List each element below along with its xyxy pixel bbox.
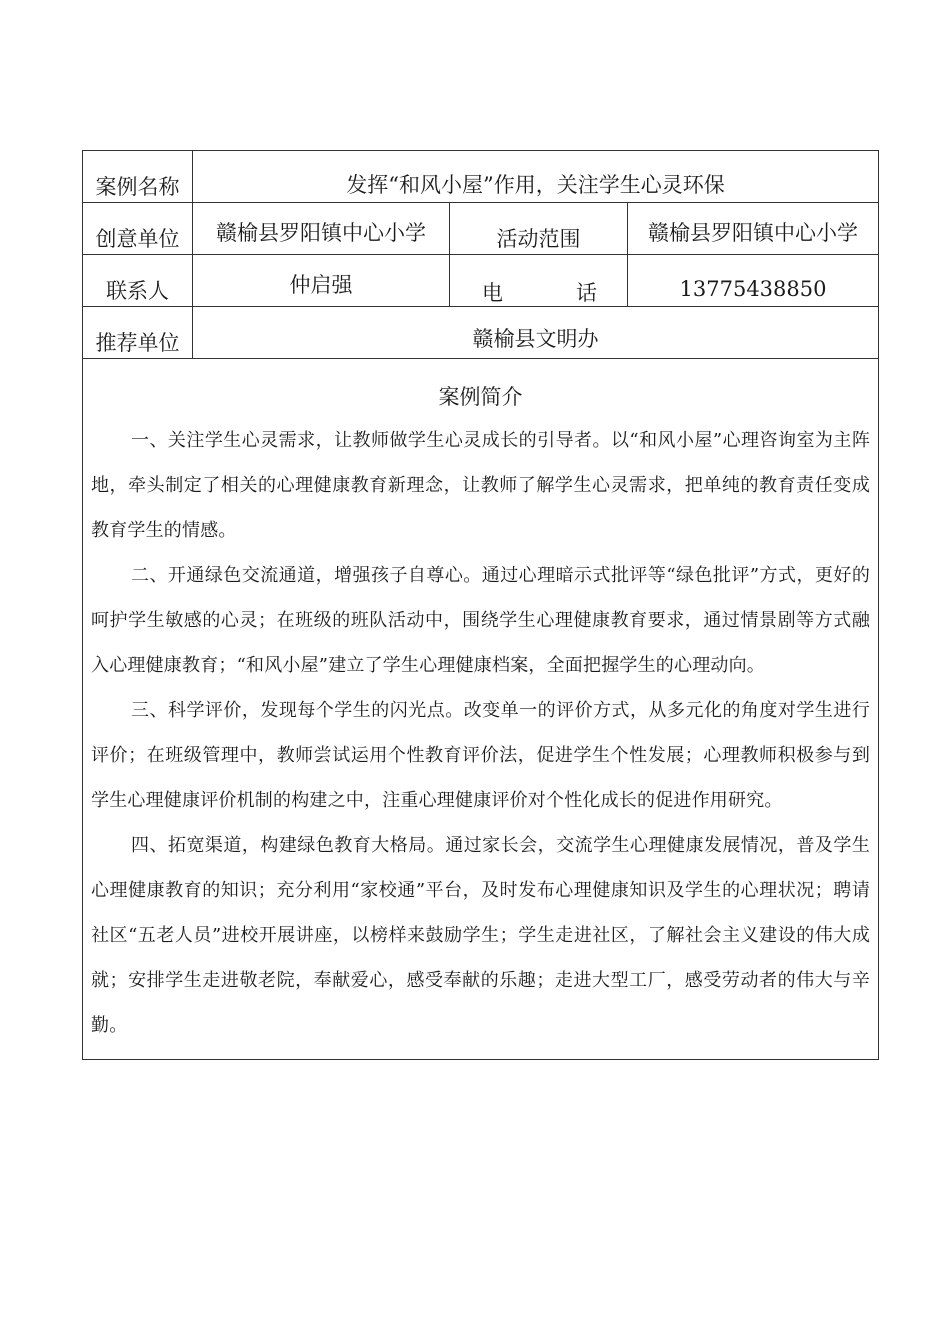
creative-unit-value: 赣榆县罗阳镇中心小学 [216,221,426,245]
intro-paragraph-2: 二、开通绿色交流通道，增强孩子自尊心。通过心理暗示式批评等“绿色批评”方式，更好的呵护学生敏感的心灵；在班级的班队活动中，围绕学生心理健康教育要求，通过情景剧等方式融入心理健康教育；“和风小屋”建立了学生心理健康档案，全面把握学生的心理动向。 [91,565,871,676]
phone-value: 13775438850 [679,277,827,301]
intro-title: 案例简介 [438,385,523,409]
contact-value-cell [193,255,450,307]
case-name-value-cell [193,151,879,203]
creative-unit-label-cell [83,203,193,255]
intro-cell [83,359,879,1060]
activity-scope-value-cell [628,203,879,255]
contact-row [83,255,879,307]
phone-label-cell [450,255,628,307]
phone-label [450,283,627,306]
creative-unit-label: 创意单位 [95,227,180,251]
phone-label-part1: 电 [482,281,503,305]
recommend-unit-value-cell [193,307,879,359]
case-name-label-cell [83,151,193,203]
contact-label: 联系人 [106,279,169,303]
recommend-unit-label: 推荐单位 [95,331,180,355]
contact-value: 仲启强 [289,273,353,297]
recommend-unit-row [83,307,879,359]
phone-value-cell [628,255,879,307]
case-name-label: 案例名称 [95,175,180,199]
creative-unit-value-cell [193,203,450,255]
intro-paragraph-3: 三、科学评价，发现每个学生的闪光点。改变单一的评价方式，从多元化的角度对学生进行评价；在班级管理中，教师尝试运用个性教育评价法，促进学生个性发展；心理教师积极参与到学生心理健康评价机制的构建之中，注重心理健康评价对个性化成长的促进作用研究。 [91,700,871,811]
case-form-table [82,150,879,1060]
creative-unit-row [83,203,879,255]
intro-row [83,359,879,1060]
activity-scope-value: 赣榆县罗阳镇中心小学 [648,221,859,245]
phone-label-part2: 话 [576,281,597,305]
case-name-value: 发挥“和风小屋”作用，关注学生心灵环保 [346,173,725,197]
activity-scope-label-cell [450,203,628,255]
recommend-unit-value: 赣榆县文明办 [472,327,599,351]
activity-scope-label: 活动范围 [496,227,581,251]
intro-paragraph-1: 一、关注学生心灵需求，让教师做学生心灵成长的引导者。以“和风小屋”心理咨询室为主阵地，牵头制定了相关的心理健康教育新理念，让教师了解学生心灵需求，把单纯的教育责任变成教育学生的情感。 [91,430,871,541]
intro-paragraph-4: 四、拓宽渠道，构建绿色教育大格局。通过家长会，交流学生心理健康发展情况，普及学生心理健康教育的知识；充分利用“家校通”平台，及时发布心理健康知识及学生的心理状况；聘请社区“五老人员”进校开展讲座，以榜样来鼓励学生；学生走进社区，了解社会主义建设的伟大成就；安排学生走进敬老院，奉献爱心，感受奉献的乐趣；走进大型工厂，感受劳动者的伟大与辛勤。 [91,835,871,1036]
contact-label-cell [83,255,193,307]
recommend-unit-label-cell [83,307,193,359]
case-name-row [83,151,879,203]
